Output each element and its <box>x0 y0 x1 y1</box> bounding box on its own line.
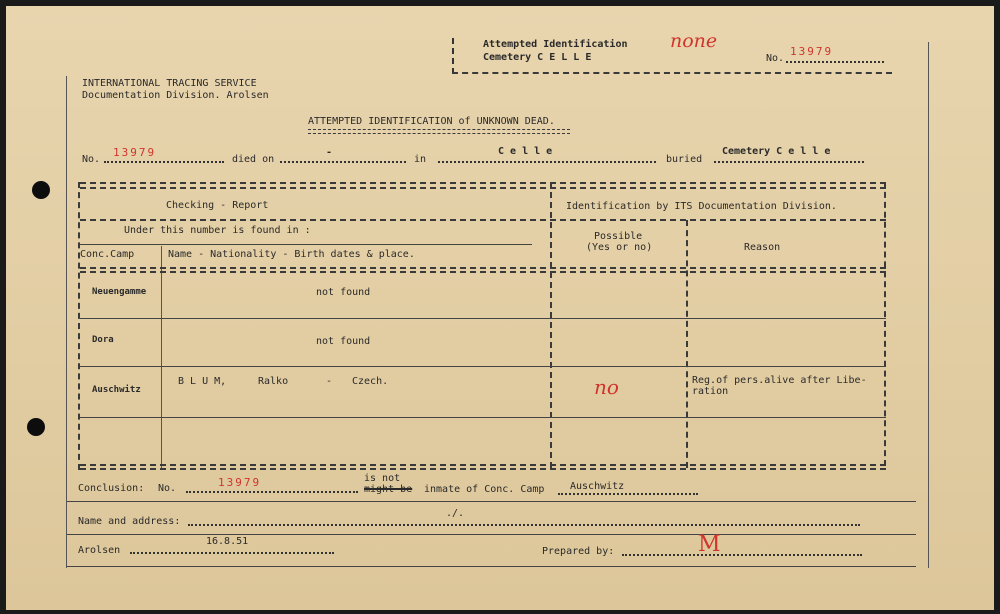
info-no-dots <box>104 161 224 163</box>
row3-camp: Auschwitz <box>92 385 141 395</box>
title-underline-2 <box>308 133 570 134</box>
table-left-border <box>78 182 80 470</box>
table-columnheader-separator-2 <box>80 271 886 273</box>
col-possible-header-1: Possible <box>594 231 643 242</box>
info-no-value: 13979 <box>113 146 157 159</box>
conclusion-camp-dots <box>558 493 698 495</box>
document-card <box>6 6 994 610</box>
footer-initial: M <box>698 532 721 557</box>
conclusion-no-label: No. <box>158 483 177 494</box>
table-top-border-2 <box>80 187 886 189</box>
table-top-border <box>80 182 886 184</box>
punch-hole-bottom <box>27 418 45 436</box>
table-left-header: Checking - Report <box>166 200 269 211</box>
conclusion-is-not: is not <box>364 473 401 484</box>
row3-dash: - <box>326 376 333 387</box>
header-box-left-border <box>452 38 454 74</box>
footer-place: Arolsen <box>78 545 121 556</box>
info-buried-dots <box>714 161 864 163</box>
conclusion-label: Conclusion: <box>78 483 145 494</box>
footer-date: 16.8.51 <box>206 536 249 547</box>
row3-nationality: Czech. <box>352 376 389 387</box>
card-left-rule <box>66 76 67 568</box>
info-died-value: - <box>326 147 333 158</box>
header-no-value: 13979 <box>790 45 834 58</box>
header-box-line2: Cemetery C E L L E <box>483 52 592 63</box>
table-right-header: Identification by ITS Documentation Division. <box>566 201 837 212</box>
name-address-label: Name and address: <box>78 516 181 527</box>
table-bottom-border-2 <box>80 468 886 470</box>
table-subheader-line <box>80 244 532 245</box>
form-title: ATTEMPTED IDENTIFICATION of UNKNOWN DEAD. <box>308 116 555 127</box>
header-no-label: No. <box>766 53 785 64</box>
row3-surname: B L U M, <box>178 376 227 387</box>
table-row3-line <box>80 417 886 418</box>
info-in-label: in <box>414 154 427 165</box>
conclusion-camp: Auschwitz <box>570 481 625 492</box>
table-right-border <box>884 182 886 466</box>
title-underline-1 <box>308 129 570 130</box>
info-died-label: died on <box>232 154 275 165</box>
table-header-separator <box>80 219 886 221</box>
table-sub-header: Under this number is found in : <box>124 225 311 236</box>
footer-prepared-label: Prepared by: <box>542 546 615 557</box>
info-in-dots <box>438 161 656 163</box>
footer-prepared-dots <box>622 554 862 556</box>
row2-camp: Dora <box>92 335 114 345</box>
org-line1: INTERNATIONAL TRACING SERVICE <box>82 78 257 89</box>
header-box-line1: Attempted Identification <box>483 39 628 50</box>
info-in-value: C e l l e <box>498 146 553 157</box>
footer-date-dots <box>130 552 334 554</box>
col-name-header: Name - Nationality - Birth dates & place. <box>168 249 415 260</box>
org-line2: Documentation Division. Arolsen <box>82 90 269 101</box>
conclusion-no-dots <box>186 491 358 493</box>
table-row1-line <box>80 318 886 319</box>
footer-separator <box>66 566 916 567</box>
info-no-label: No. <box>82 154 101 165</box>
table-bottom-border <box>80 464 886 466</box>
row2-name: not found <box>316 336 371 347</box>
row3-firstname: Ralko <box>258 376 289 387</box>
header-box-bottom-border <box>452 72 892 74</box>
info-died-dots <box>280 161 406 163</box>
row3-reason-2: ration <box>692 386 729 397</box>
conclusion-separator <box>66 501 916 502</box>
table-columnheader-separator <box>80 267 886 269</box>
table-middle-divider <box>550 182 552 468</box>
col-possible-header-2: (Yes or no) <box>586 242 653 253</box>
row3-possible-handwritten: no <box>594 375 619 399</box>
conclusion-no-value: 13979 <box>218 476 262 489</box>
info-buried-value: Cemetery C e l l e <box>722 146 831 157</box>
col-reason-header: Reason <box>744 242 781 253</box>
header-handwritten-none: none <box>670 30 718 52</box>
table-row2-line <box>80 366 886 367</box>
conclusion-struck: might be <box>364 484 413 495</box>
name-address-dots <box>188 524 860 526</box>
table-camp-divider <box>161 246 162 468</box>
name-address-separator <box>66 534 916 535</box>
name-address-value: ./. <box>446 508 465 519</box>
conclusion-text: inmate of Conc. Camp <box>424 484 545 495</box>
punch-hole-top <box>32 181 50 199</box>
info-buried-label: buried <box>666 154 703 165</box>
row1-camp: Neuengamme <box>92 287 147 297</box>
table-possible-divider <box>686 220 688 468</box>
col-camp-header: Conc.Camp <box>80 249 135 260</box>
row1-name: not found <box>316 287 371 298</box>
card-right-rule <box>928 42 929 568</box>
row3-reason-1: Reg.of pers.alive after Libe- <box>692 375 867 386</box>
header-no-dots <box>786 61 884 63</box>
